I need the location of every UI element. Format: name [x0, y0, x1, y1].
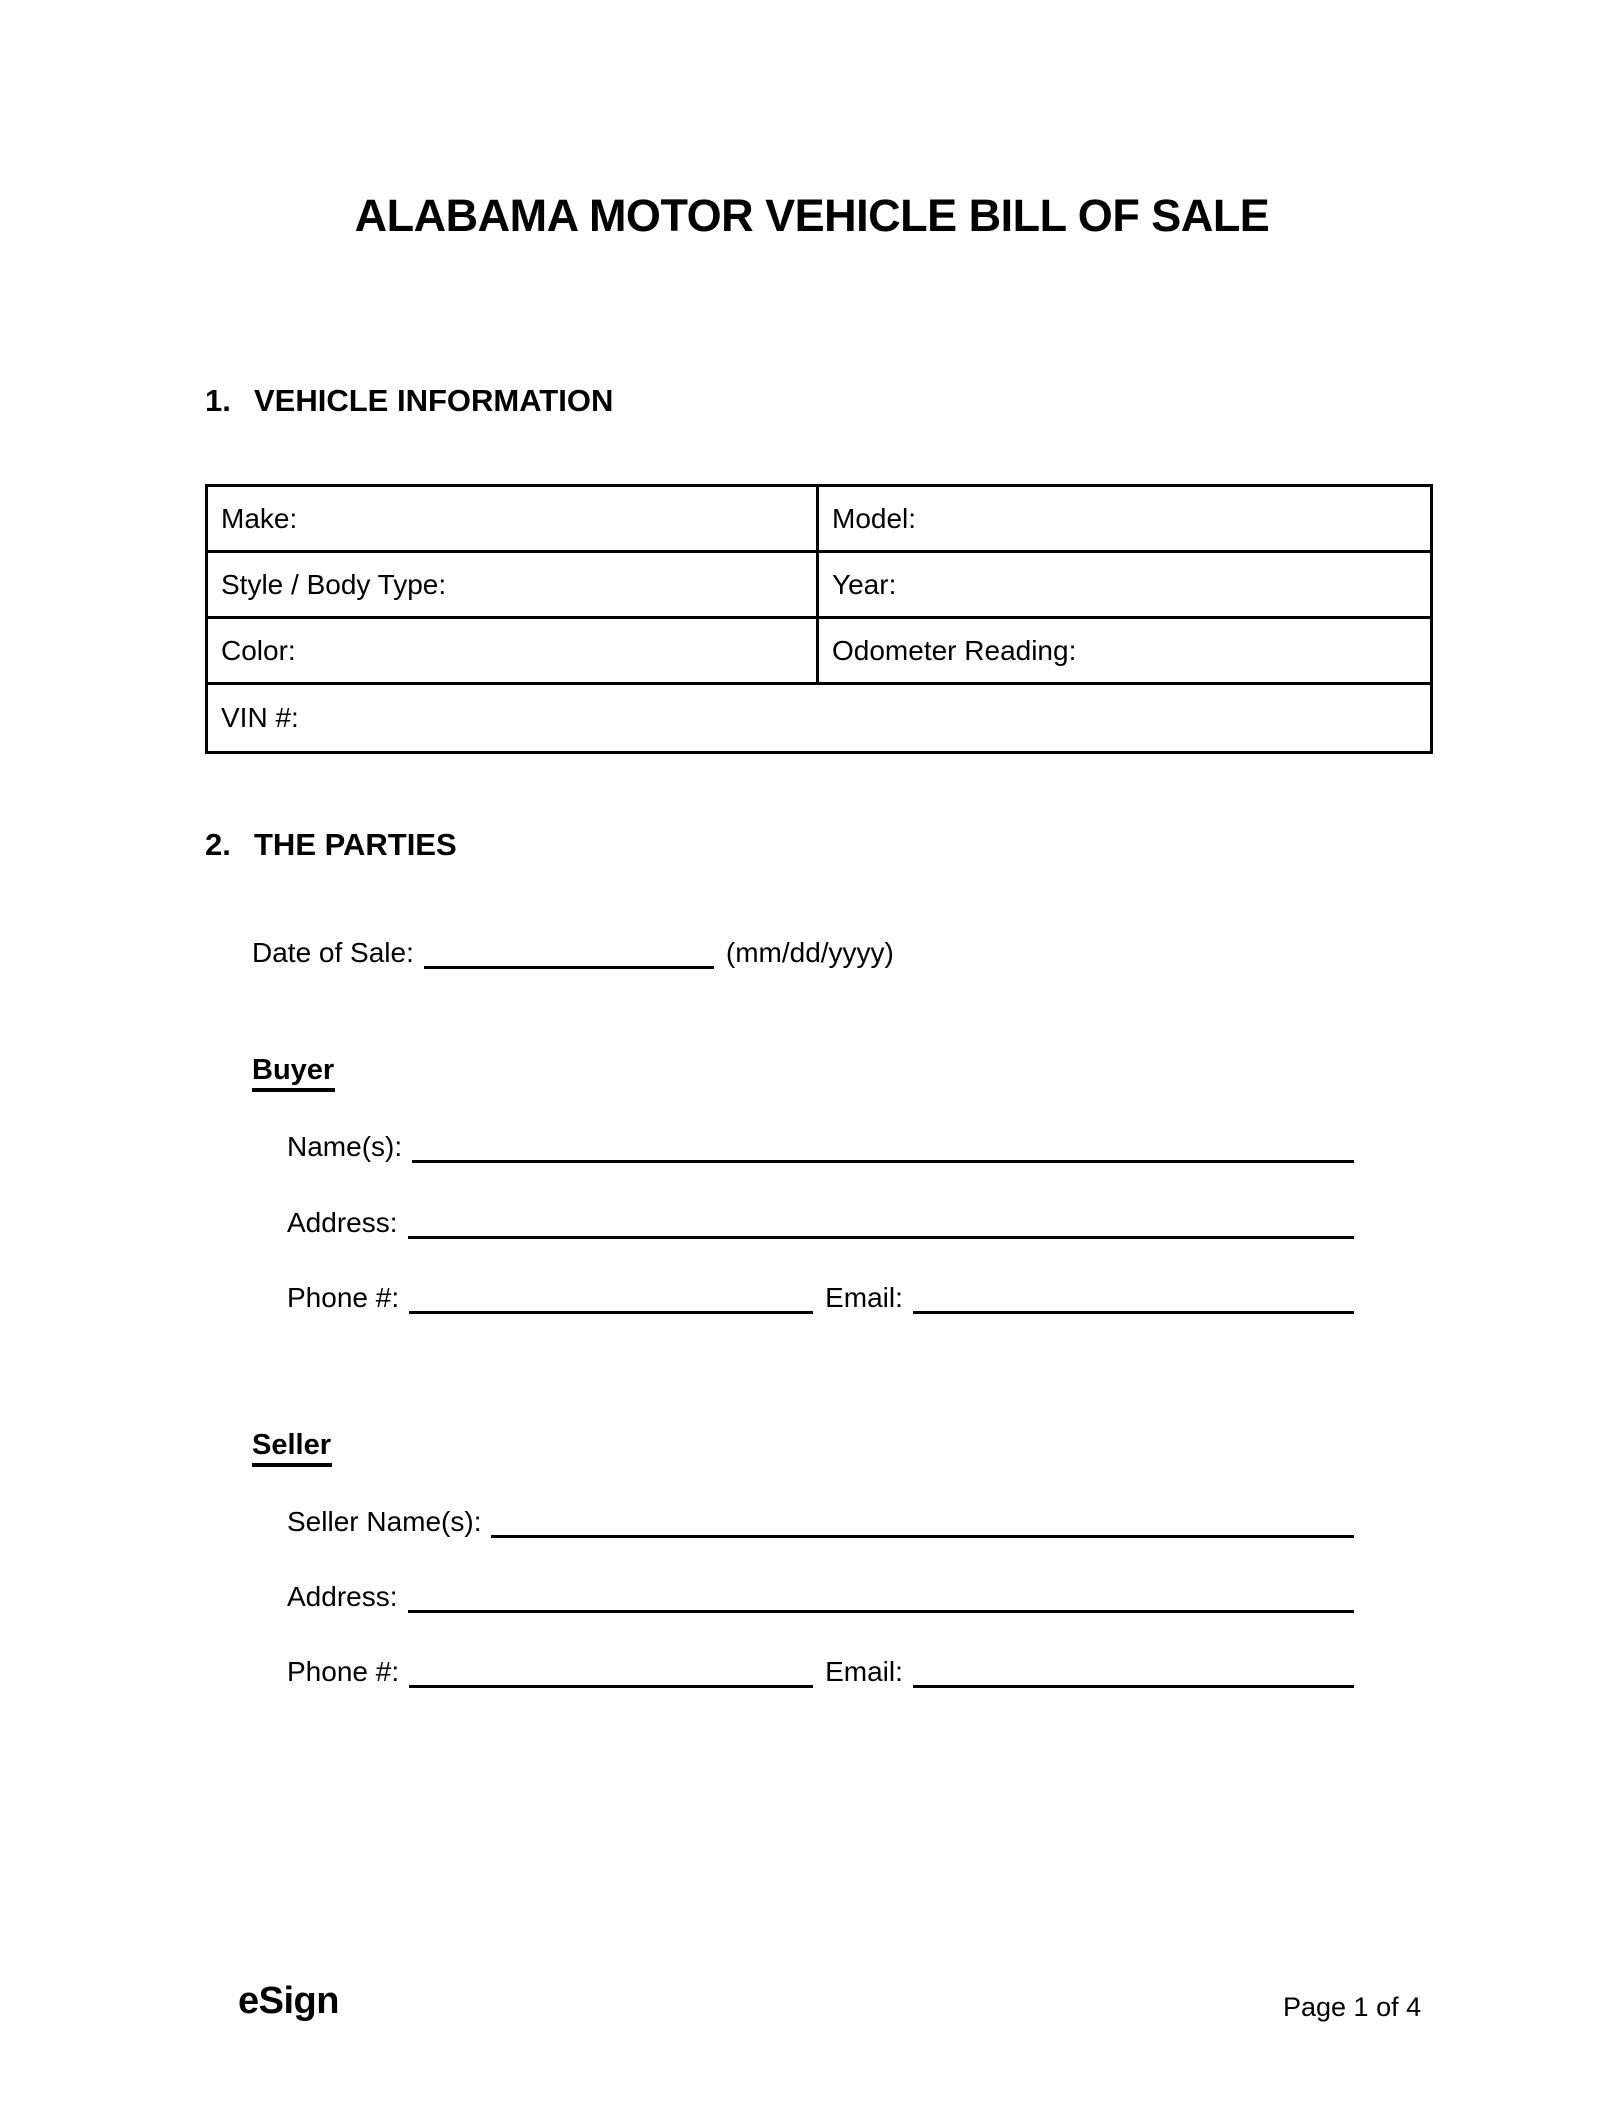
buyer-email-label: Email:	[825, 1282, 903, 1313]
buyer-name-blank[interactable]	[412, 1130, 1354, 1163]
section-1-title: VEHICLE INFORMATION	[254, 383, 614, 418]
buyer-heading	[252, 1053, 335, 1092]
color-label: Color:	[221, 634, 296, 666]
seller-name-blank[interactable]	[491, 1505, 1354, 1538]
section-2-title: THE PARTIES	[254, 827, 457, 862]
vehicle-info-table	[205, 484, 1433, 754]
section-2-heading	[205, 827, 457, 863]
make-label: Make:	[221, 502, 298, 534]
odometer-field[interactable]	[819, 619, 1430, 685]
buyer-address-blank[interactable]	[408, 1206, 1355, 1239]
year-label: Year:	[832, 568, 897, 600]
seller-heading	[252, 1428, 332, 1467]
style-body-type-label: Style / Body Type:	[221, 568, 447, 600]
seller-phone-blank[interactable]	[409, 1655, 813, 1688]
odometer-label: Odometer Reading:	[832, 634, 1077, 666]
section-1-heading	[205, 383, 613, 419]
buyer-phone-label: Phone #:	[287, 1282, 400, 1313]
buyer-phone-blank[interactable]	[409, 1281, 813, 1314]
seller-name-row	[287, 1505, 1354, 1538]
seller-email-blank[interactable]	[913, 1655, 1354, 1688]
seller-phone-email-row	[287, 1655, 1354, 1688]
buyer-address-label: Address:	[287, 1207, 398, 1238]
color-field[interactable]	[208, 619, 819, 685]
seller-address-label: Address:	[287, 1581, 398, 1612]
vin-label: VIN #:	[221, 702, 299, 733]
section-1-number: 1.	[205, 383, 231, 418]
seller-email-label: Email:	[825, 1656, 903, 1687]
buyer-address-row	[287, 1206, 1354, 1239]
buyer-heading-label: Buyer	[252, 1054, 335, 1086]
year-field[interactable]	[819, 553, 1430, 619]
page-indicator: Page 1 of 4	[1283, 1992, 1422, 2022]
style-body-type-field[interactable]	[208, 553, 819, 619]
seller-name-label: Seller Name(s):	[287, 1506, 482, 1537]
buyer-name-row	[287, 1130, 1354, 1163]
seller-address-blank[interactable]	[408, 1580, 1355, 1613]
date-of-sale-label: Date of Sale:	[252, 937, 414, 968]
buyer-email-blank[interactable]	[913, 1281, 1354, 1314]
model-field[interactable]	[819, 487, 1430, 553]
date-of-sale-row	[252, 936, 894, 969]
date-format-hint: (mm/dd/yyyy)	[725, 937, 894, 968]
make-field[interactable]	[208, 487, 819, 553]
document-title: ALABAMA MOTOR VEHICLE BILL OF SALE	[354, 190, 1270, 241]
seller-address-row	[287, 1580, 1354, 1613]
buyer-phone-email-row	[287, 1281, 1354, 1314]
date-of-sale-blank[interactable]	[424, 936, 714, 969]
esign-logo: eSign	[238, 1980, 339, 2022]
section-2-number: 2.	[205, 827, 231, 862]
seller-phone-label: Phone #:	[287, 1656, 400, 1687]
seller-heading-label: Seller	[252, 1429, 331, 1461]
model-label: Model:	[832, 502, 917, 534]
buyer-name-label: Name(s):	[287, 1131, 403, 1162]
vin-field[interactable]	[208, 685, 1430, 751]
